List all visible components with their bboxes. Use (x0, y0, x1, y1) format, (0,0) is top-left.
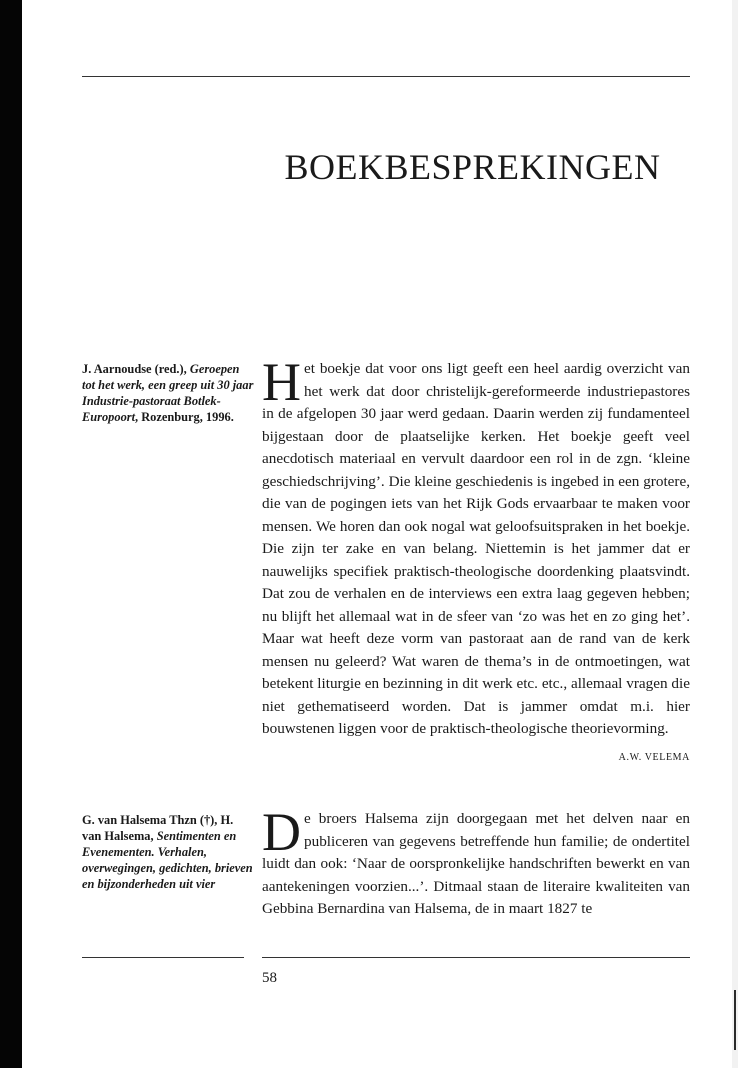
review-1-bibliography (82, 361, 254, 425)
footer-rule-right (262, 957, 690, 958)
review-2-body (262, 802, 690, 921)
page-number: 58 (262, 970, 277, 986)
review-1-publication: , Rozenburg, 1996. (135, 410, 234, 424)
review-2-bibliography (82, 812, 254, 892)
review-1-author: J. Aarnoudse (red.), (82, 362, 187, 376)
review-1-book-title: Geroepen tot het werk, een greep uit 30 jaar Industrie-pastoraat Botlek-Europoort (82, 362, 254, 424)
scan-edge-bar (0, 0, 22, 1068)
scan-right-edge-mark (734, 990, 736, 1050)
page-title: BOEKBESPREKINGEN (284, 147, 661, 188)
review-2-text: e broers Halsema zijn doorgegaan met het delven naar en publiceren van gegevens betreffende hun familie; de ondertitel luidt dan ook: ‘Naar de oorspronkelijke handschriften bewerkt en van aantekeningen voorzien...’. Ditmaal staan de literaire kwaliteiten van Gebbina Bernardina van Halsema, de in maart 1827 te (262, 810, 690, 917)
review-2-author: G. van Halsema Thzn (†), H. van Halsema, (82, 813, 234, 843)
review-1-dropcap: H (262, 352, 301, 412)
review-2-book-title: Sentimenten en Evenementen. Verhalen, overwegingen, gedichten, brieven en bijzonderheden uit vier (82, 829, 253, 891)
review-2-dropcap: D (262, 802, 301, 862)
review-1-signature: A.W. VELEMA (618, 752, 690, 763)
header-rule (82, 76, 690, 77)
review-1-body (262, 352, 690, 741)
review-1-text: et boekje dat voor ons ligt geeft een heel aardig overzicht van het werk dat door christelijk-gereformeerde industriepastores in de afgelopen 30 jaar werd gedaan. Daarin werden zij fundamenteel bijgestaan door de plaatselijke kerken. Het boekje geeft veel anecdotisch materiaal en vervult daardoor een rol in de zgn. ‘kleine geschiedschrijving’. Die kleine geschiedenis is ingebed in een grotere, die van de pogingen iets van het Rijk Gods ervaarbaar te maken voor mensen. We horen dan ook nogal wat geloofsuitspraken in het boekje. Die zijn ter zake en van belang. Niettemin is het jammer dat er nauwelijks specifiek praktisch-theologische doordenking plaatsvindt. Dat zou de verhalen en de interviews een extra laag gegeven hebben; nu blijft het allemaal wat in de sfeer van ‘zo was het en zo ging het’. Maar wat heeft deze vorm van pastoraat aan de rand van de kerk mensen nu geleerd? Wat waren de thema’s in de ontmoetingen, wat betekent liturgie en bezinning in dit werk etc. etc., allemaal vragen die niet gethematiseerd worden. Dat is jammer omdat m.i. hier bouwstenen liggen voor de praktisch-theologische theorievorming. (262, 360, 690, 737)
footer-rule-left (82, 957, 244, 958)
